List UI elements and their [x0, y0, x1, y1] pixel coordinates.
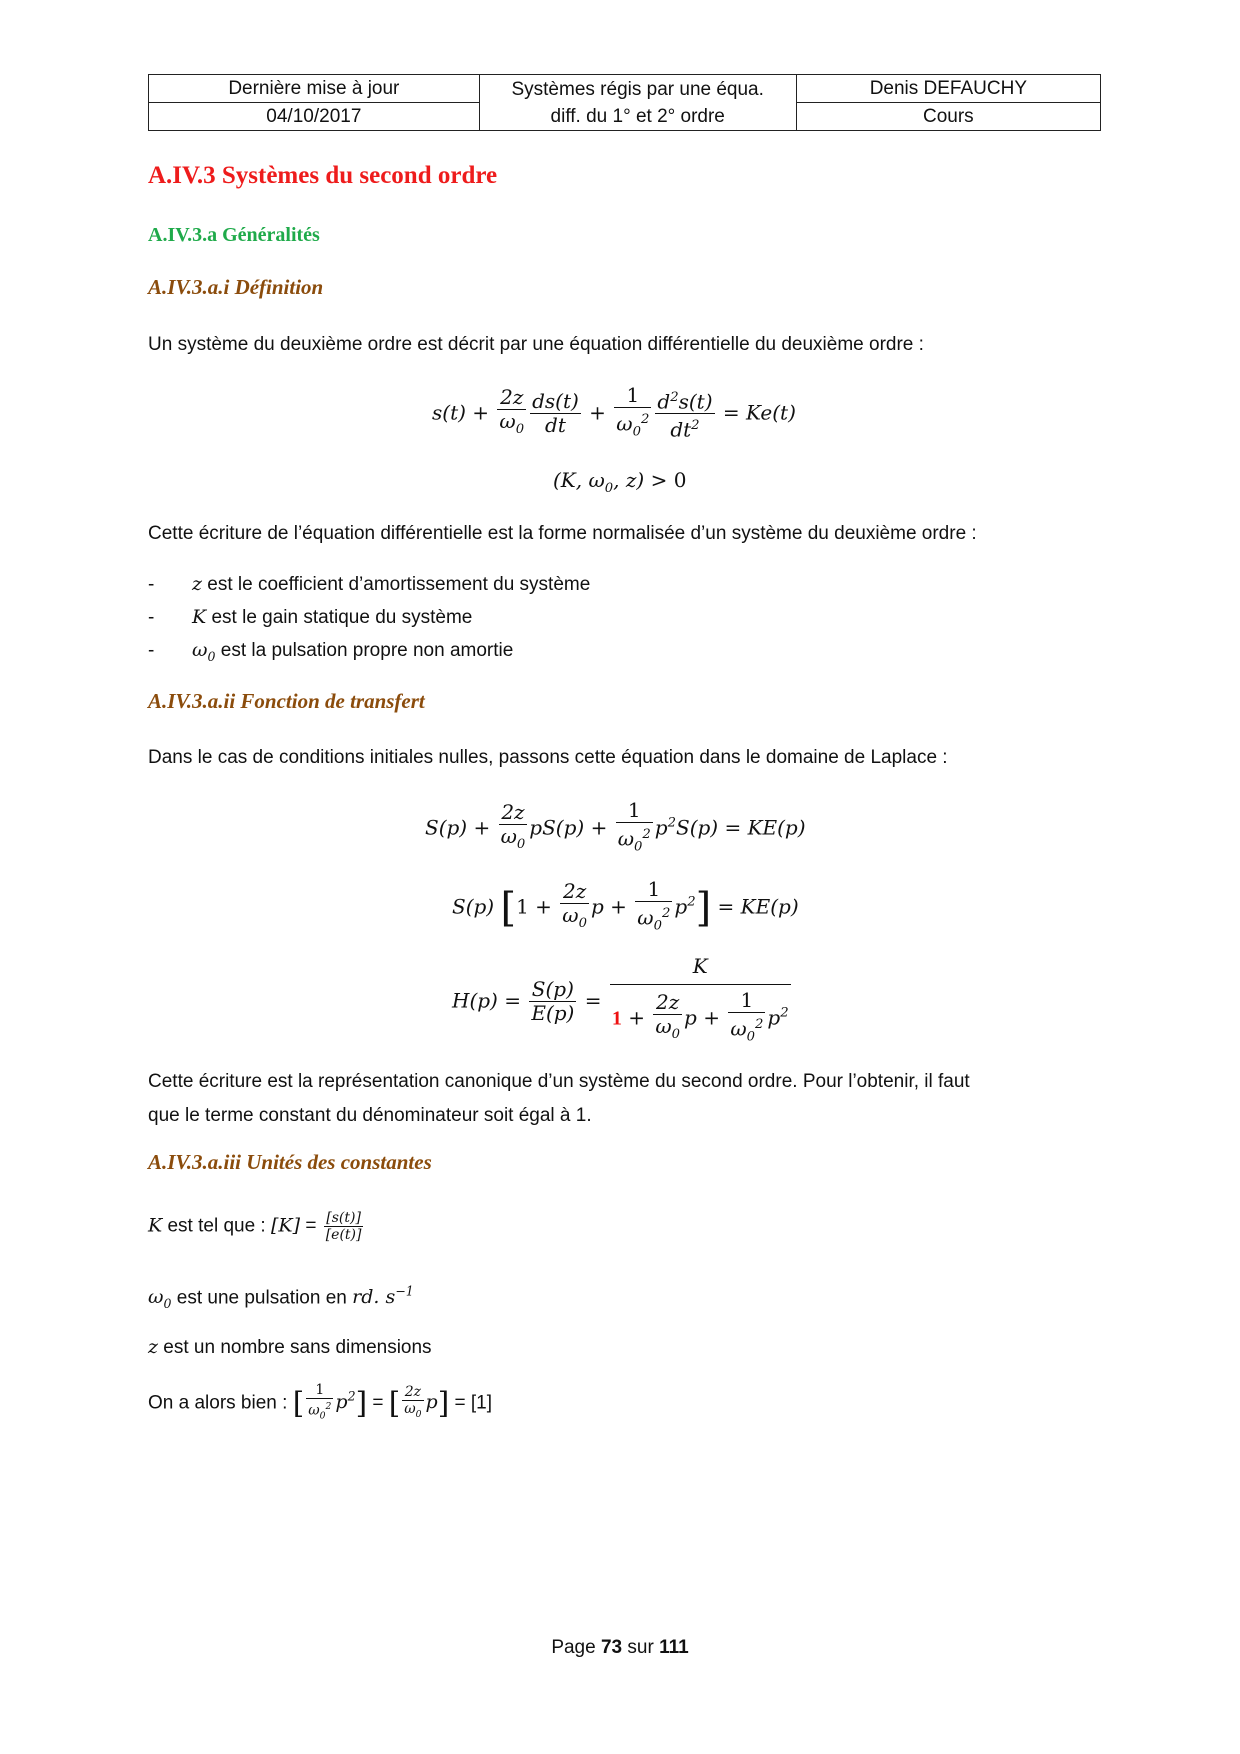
units-K-line: K est tel que : [K] = $\frac{[s(t)]}{[e(t)]}$: [148, 1210, 362, 1244]
units-check-line: On a alors bien : [ $\frac{1}{\omega_0^2}$ $p^2$] = [ $\frac{2z}{\omega_0}$ p] = [1]: [148, 1382, 492, 1422]
bullet-K-text: est le gain statique du système: [211, 607, 473, 628]
subsubsection-heading-transfer: A.IV.3.a.ii Fonction de transfert: [148, 689, 425, 713]
units-w0-text: est une pulsation en: [176, 1287, 347, 1309]
document-type: Cours: [796, 103, 1100, 131]
units-w0-line: $\omega_0$ est une pulsation en rd. $s^{-1}$: [148, 1284, 414, 1312]
transfer-function: H(p) = $\frac{S(p)}{E(p)}$ = K 1 + $\frac{2z}{\omega_0}$ p + $\frac{1}{\omega_0^2}$ $p^2$: [452, 954, 789, 1045]
update-label: Dernière mise à jour: [149, 75, 480, 103]
units-z-text: est un nombre sans dimensions: [163, 1337, 432, 1358]
page-number: 73: [600, 1637, 623, 1658]
author: Denis DEFAUCHY: [796, 75, 1100, 103]
canonical-paragraph-line2: que le terme constant du dénominateur soit égal à 1.: [148, 1105, 592, 1126]
positivity-condition: (K, $\omega_0$, z) > 0: [553, 468, 687, 496]
bullet-z-text: est le coefficient d’amortissement du système: [207, 574, 591, 595]
intro-paragraph: Un système du deuxième ordre est décrit par une équation différentielle du deuxième ordre :: [148, 334, 924, 355]
bullet-z: - z est le coefficient d’amortissement du système: [148, 573, 591, 595]
subsection-heading-generalites: A.IV.3.a Généralités: [148, 224, 320, 246]
canonical-paragraph-line1: Cette écriture est la représentation canonique d’un système du second ordre. Pour l’obtenir, il faut: [148, 1071, 970, 1092]
units-check-text: On a alors bien :: [148, 1392, 288, 1414]
bullet-K: - K est le gain statique du système: [148, 606, 473, 628]
laplace-equation-1: S(p) + $\frac{2z}{\omega_0}$ pS(p) + $\frac{1}{\omega_0^2}$ $p^2S(p) = KE(p)$: [425, 798, 806, 855]
section-heading-second-order: A.IV.3 Systèmes du second ordre: [148, 162, 498, 189]
normalized-form-paragraph: Cette écriture de l’équation différentielle est la forme normalisée d’un système du deuxième ordre :: [148, 523, 977, 544]
units-K-text: est tel que :: [167, 1215, 266, 1237]
page-footer: [0, 1637, 1240, 1659]
laplace-equation-factored: S(p) [1 + $\frac{2z}{\omega_0}$ p + $\frac{1}{\omega_0^2}$ $p^2] = KE(p)$: [452, 877, 799, 934]
bullet-w0: - $\omega_0$ est la pulsation propre non amortie: [148, 639, 514, 664]
constant-term-one: 1: [611, 1007, 622, 1030]
differential-equation: s(t) + $\frac{2z}{\omega_0}$ $\frac{ds(t)}{dt}$ + $\frac{1}{\omega_0^2}$ $\frac{d^2s(t)}{dt^2}$ = Ke(t): [432, 383, 796, 442]
bullet-w0-text: est la pulsation propre non amortie: [220, 640, 514, 661]
document-title-line1: Systèmes régis par une équa.: [511, 78, 764, 100]
document-title-line2: diff. du 1° et 2° ordre: [550, 105, 725, 127]
update-date: 04/10/2017: [149, 103, 480, 131]
page-total: 111: [659, 1637, 689, 1658]
units-z-line: z est un nombre sans dimensions: [148, 1336, 432, 1358]
header-table: [148, 74, 1101, 131]
laplace-intro-paragraph: Dans le cas de conditions initiales nulles, passons cette équation dans le domaine de Laplace :: [148, 747, 948, 768]
page-separator: sur: [627, 1637, 654, 1658]
subsubsection-heading-definition: A.IV.3.a.i Définition: [148, 275, 324, 299]
page-prefix: Page: [551, 1637, 596, 1658]
subsubsection-heading-units: A.IV.3.a.iii Unités des constantes: [148, 1150, 432, 1174]
document-title: [479, 75, 796, 131]
